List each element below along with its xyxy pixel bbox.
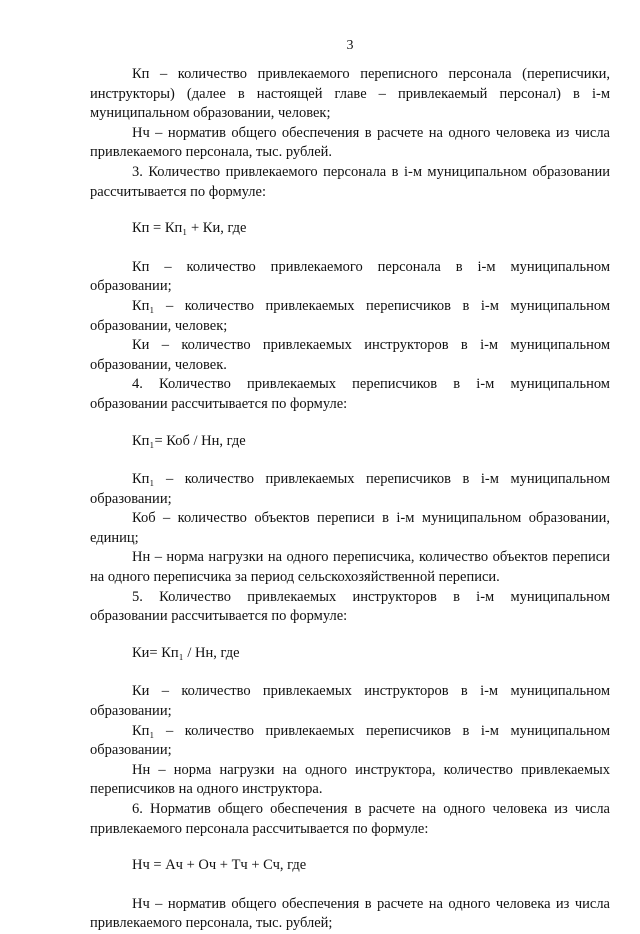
formula-kp: Кп = Кп₁ + Ки, где <box>132 220 247 237</box>
paragraph-6: 6. Норматив общего обеспечения в расчете на одного человека из числа привлекаемого персонала рассчитывается по формуле: <box>90 801 610 837</box>
definition-nn: Нн – норма нагрузки на одного переписчика, количество объектов переписи на одного переписчика за период сельскохозяйственной переписи. <box>90 549 610 586</box>
definition-nn: Нн – норма нагрузки на одного инструктора, количество привлекаемых переписчиков на одного инструктора. <box>90 761 610 798</box>
definition-ki: Ки – количество привлекаемых инструкторов в i-м муниципальном образовании, человек. <box>90 337 610 373</box>
page-number: 3 <box>346 38 354 53</box>
definition-kp: Кп – количество привлекаемого персонала в i-м муниципальном образовании; <box>90 258 610 295</box>
paragraph-5: 5. Количество привлекаемых инструкторов в i-м муниципальном образовании рассчитывается по формуле: <box>90 588 610 625</box>
definition-kp: Кп – количество привлекаемого переписного персонала (переписчики, инструкторы) (далее в настоящей главе – привлекаемый персонал) в i-м муниципальном образовании, человек; <box>90 66 610 122</box>
definition-nch: Нч – норматив общего обеспечения в расчете на одного человека из числа привлекаемого персонала, тыс. рублей; <box>90 895 610 932</box>
definition-kp1: Кп₁ – количество привлекаемых переписчиков в i-м муниципальном образовании; <box>90 722 610 759</box>
definition-nch: Нч – норматив общего обеспечения в расчете на одного человека из числа привлекаемого персонала, тыс. рублей. <box>90 124 610 161</box>
definition-kp1: Кп₁ – количество привлекаемых переписчиков в i-м муниципальном образовании; <box>90 471 610 507</box>
formula-nch: Нч = Ач + Оч + Тч + Сч, где <box>132 857 307 874</box>
formula-kp1: Кп₁= Коб / Нн, где <box>132 432 246 449</box>
paragraph-4: 4. Количество привлекаемых переписчиков в i-м муниципальном образовании рассчитывается по формуле: <box>90 376 610 412</box>
paragraph-3: 3. Количество привлекаемого персонала в i-м муниципальном образовании рассчитывается по формуле: <box>90 163 610 200</box>
formula-ki: Ки= Кп₁ / Нн, где <box>132 644 240 661</box>
definition-kp1: Кп₁ – количество привлекаемых переписчиков в i-м муниципальном образовании, человек; <box>90 297 610 334</box>
definition-ki: Ки – количество привлекаемых инструкторов в i-м муниципальном образовании; <box>90 683 610 720</box>
definition-kob: Коб – количество объектов переписи в i-м муниципальном образовании, единиц; <box>90 510 610 546</box>
